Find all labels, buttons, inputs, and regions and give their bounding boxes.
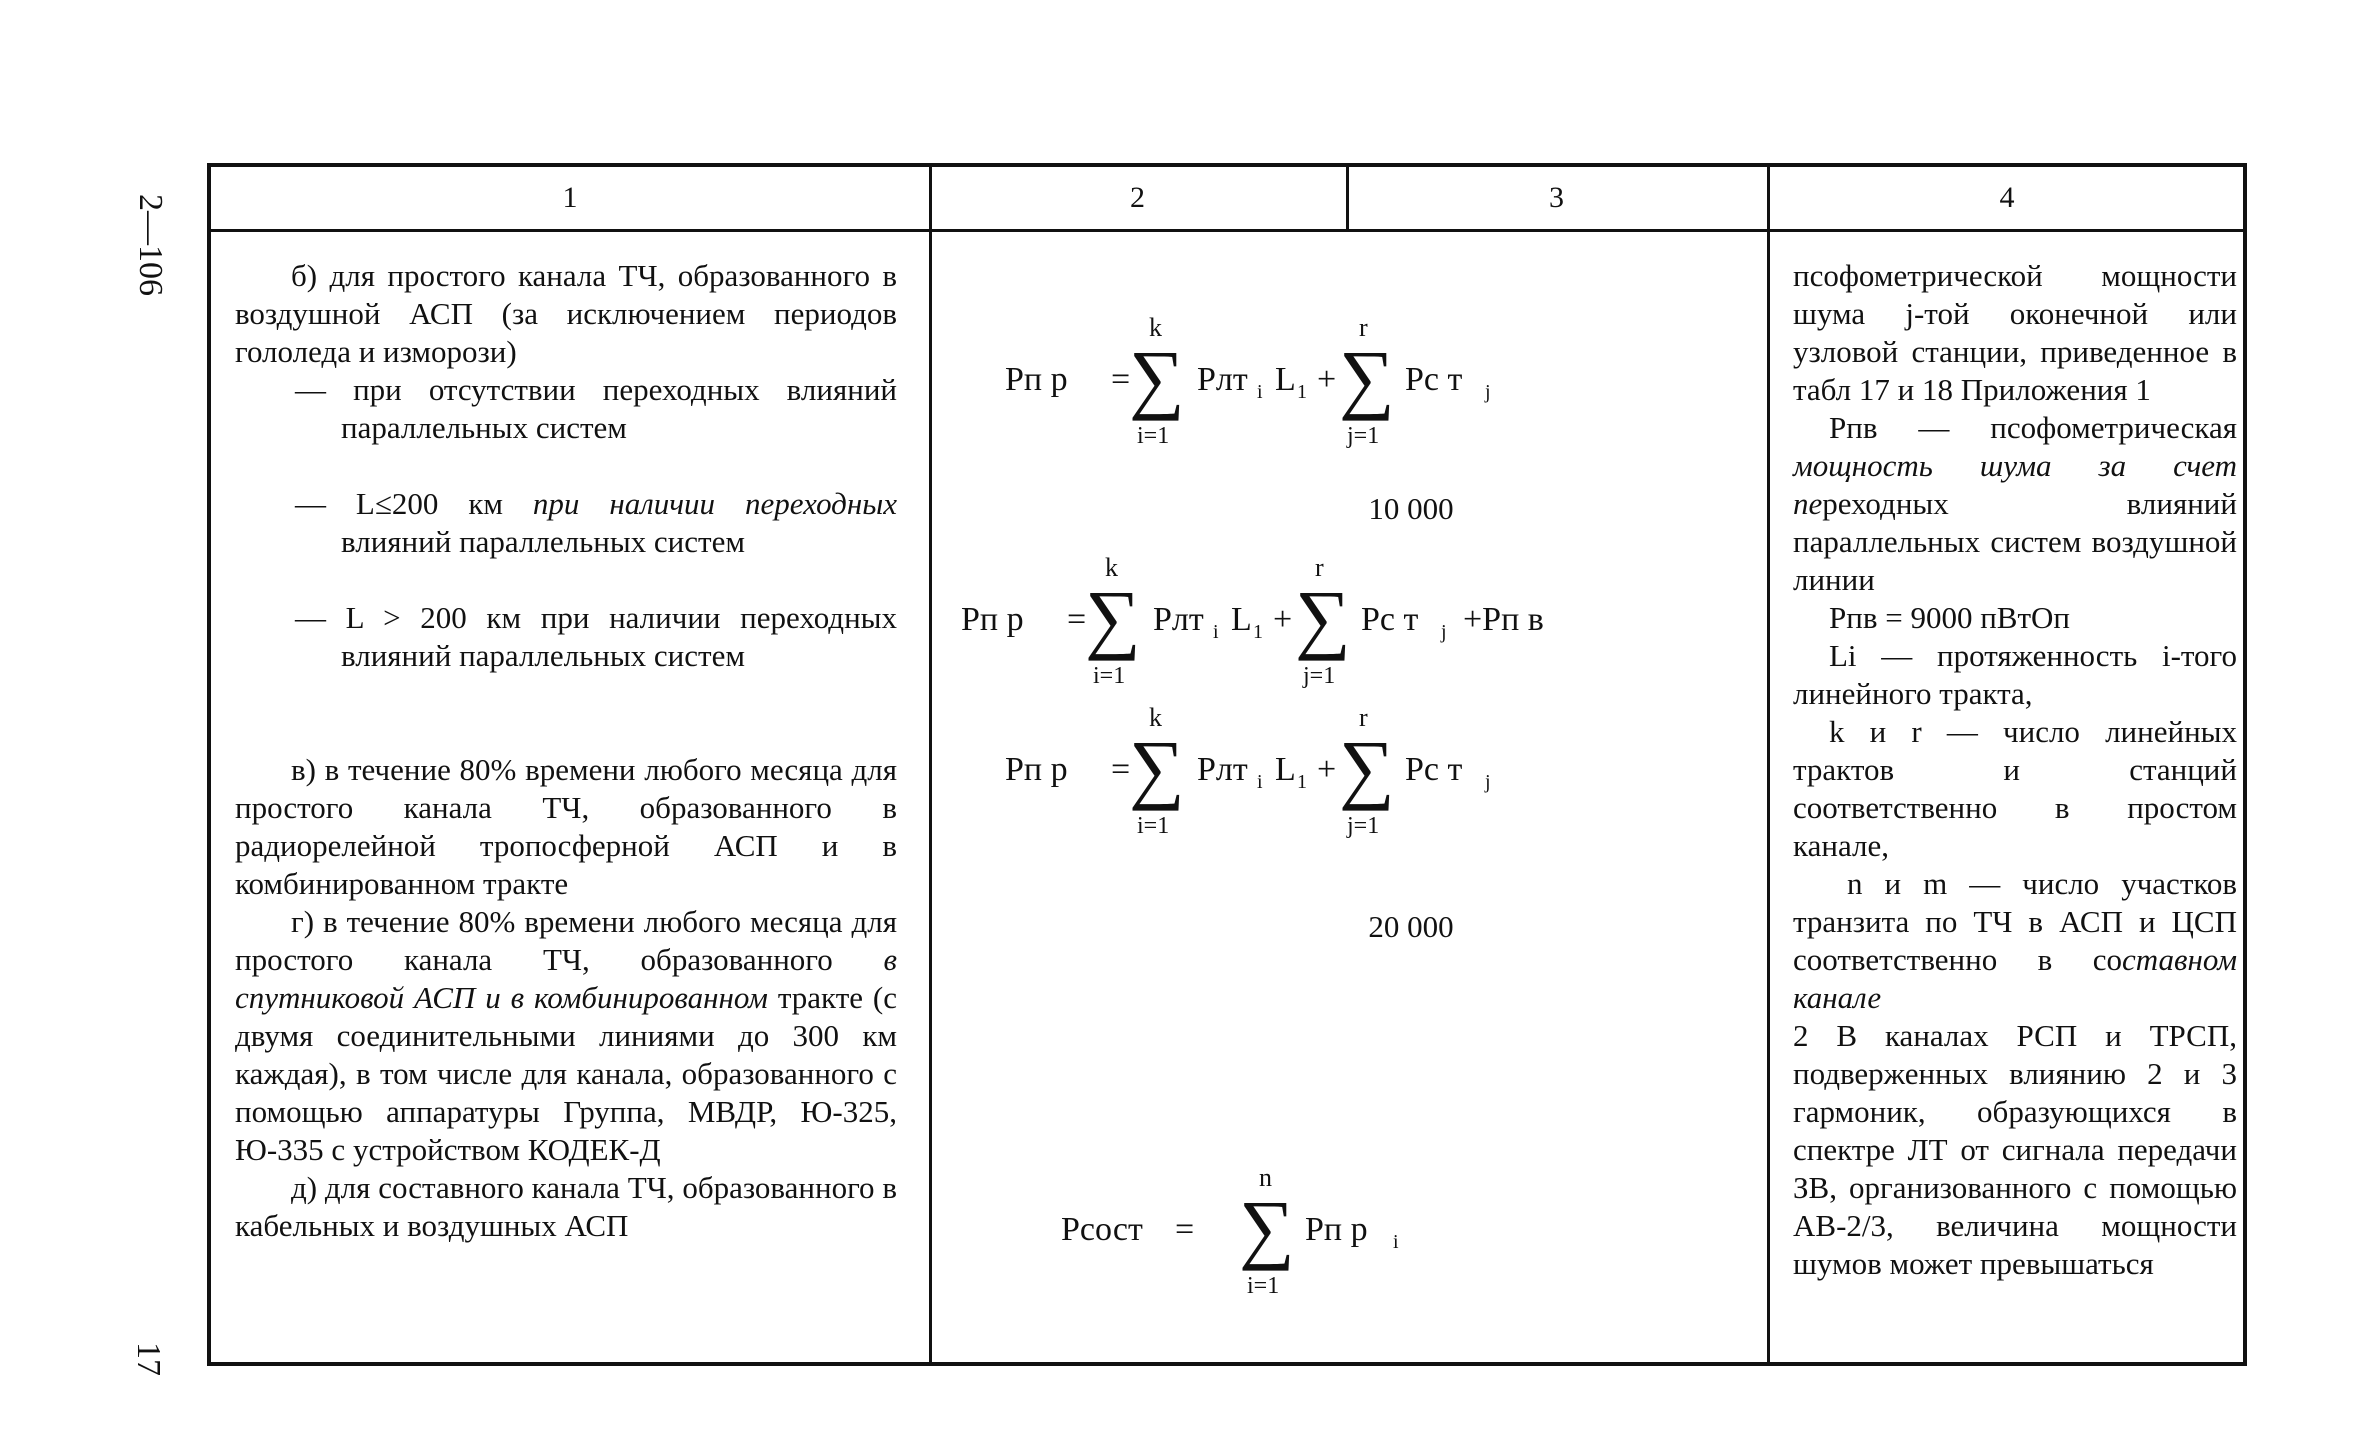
divisor-2: 20 000	[1368, 909, 1454, 944]
note-p2	[1793, 409, 2237, 599]
formula-3-sigma-2: ∑	[1339, 724, 1395, 811]
item-b-dash-2-italic: при наличии переходных	[503, 486, 897, 521]
note-p1: псофометрической мощности шума j-той оконечной или узловой станции, приведенное в табл 17 и 18 Приложения 1	[1793, 258, 2237, 407]
item-v: в) в течение 80% времени любого месяца для простого канала ТЧ, образованного в радиорелейной тропосферной АСП и в комбинированном тракте	[235, 752, 897, 901]
note-p4: Li — протяженность i-того линейного тракта,	[1793, 638, 2237, 711]
formula-3-idx-i: i=1	[1137, 813, 1170, 839]
formula-1-sub-i: i	[1257, 381, 1263, 403]
formula-1-lhs: Pп р	[1005, 361, 1068, 398]
item-g-post: тракте (с двумя соединительными линиями до 300 км каждая), в том числе для канала, образованного с помощью аппаратуры Группа, МВДР, Ю-325, Ю-335 с устройством КОДЕК-Д	[235, 980, 897, 1167]
formula-1-sigma-2: ∑	[1339, 334, 1395, 421]
formula-3-eq: =	[1111, 751, 1131, 788]
formula-3-sum-k: k	[1149, 703, 1162, 732]
note-p6	[1793, 865, 2237, 1017]
formula-1-eq: =	[1111, 361, 1131, 398]
formula-2-sum-k: k	[1105, 553, 1118, 582]
formula-3-term-lt: Pлт	[1197, 751, 1248, 788]
formula-1-sigma-1: ∑	[1129, 334, 1185, 421]
note-p7: 2 В каналах РСП и ТРСП, подверженных влиянию 2 и 3 гармоник, образующихся в спектре ЛТ от сигнала передачи ЗВ, организованного с помощью АВ-2/3, величина мощности шумов может превышаться	[1793, 1018, 2237, 1281]
formula-3-idx-j: j=1	[1347, 813, 1380, 839]
formula-1-term-st: Pс т	[1405, 361, 1463, 398]
header-col-4: 4	[1999, 181, 2015, 214]
formula-2-sub-i: i	[1213, 621, 1219, 643]
item-b-dash-2-pre: — L≤200 км	[295, 486, 503, 521]
formula-2-term-L: L	[1231, 601, 1252, 638]
formula-2-sigma-2: ∑	[1295, 574, 1351, 661]
formula-2-sub-1: 1	[1253, 621, 1263, 643]
item-b-dash-2-post: влияний параллельных систем	[341, 524, 745, 559]
formula-2-sigma-1: ∑	[1085, 574, 1141, 661]
formula-1-plus: +	[1317, 361, 1337, 398]
formula-1-term-lt: Pлт	[1197, 361, 1248, 398]
formula-1-term-L: L	[1275, 361, 1296, 398]
formula-1	[911, 313, 1771, 452]
formula-3-plus: +	[1317, 751, 1337, 788]
formula-2-idx-j: j=1	[1303, 663, 1336, 689]
note-p2-italic: мощность шума за счет пе	[1793, 448, 2237, 521]
page-number: 17	[130, 1342, 167, 1376]
formula-1-sub-j: j	[1485, 381, 1491, 403]
note-p3: Pпв = 9000 пВтОп	[1829, 600, 2070, 635]
item-b-dash-1: — при отсутствии переходных влияний параллельных систем	[295, 372, 897, 445]
formula-4-eq: =	[1175, 1211, 1195, 1248]
formula-2-sub-j: j	[1441, 621, 1447, 643]
header-col-1: 1	[562, 181, 578, 214]
note-p2-post: реходных влияний параллельных систем воздушной линии	[1793, 486, 2237, 597]
formula-3-lhs: Pп р	[1005, 751, 1068, 788]
formula-4-sigma: ∑	[1239, 1184, 1295, 1271]
formula-2-idx-i: i=1	[1093, 663, 1126, 689]
formula-4-sub-i: i	[1393, 1231, 1399, 1253]
formula-3-sum-r: r	[1359, 703, 1368, 732]
formula-4-lhs: Pсост	[1061, 1211, 1143, 1248]
page-code: 2—106	[132, 194, 169, 296]
formula-4-idx-i: i=1	[1247, 1273, 1280, 1299]
item-b-dash-3: — L > 200 км при наличии переходных влияний параллельных систем	[295, 600, 897, 673]
formula-3-sigma-1: ∑	[1129, 724, 1185, 811]
item-b-intro: б) для простого канала ТЧ, образованного в воздушной АСП (за исключением периодов гололеда и изморози)	[235, 258, 897, 369]
header-col-3: 3	[1549, 181, 1564, 214]
formula-2	[911, 553, 1771, 692]
formula-3-sub-1: 1	[1297, 771, 1307, 793]
formula-2-lhs: Pп р	[961, 601, 1024, 638]
formula-2-eq: =	[1067, 601, 1087, 638]
formula-1-sub-1: 1	[1297, 381, 1307, 403]
column-1-text	[235, 257, 897, 1245]
formula-3-sub-j: j	[1485, 771, 1491, 793]
formula-2-sum-r: r	[1315, 553, 1324, 582]
item-g	[235, 903, 897, 1169]
formula-2-term-st: Pс т	[1361, 601, 1419, 638]
header-col-2: 2	[1130, 181, 1145, 214]
formula-4-term-ppr: Pп р	[1305, 1211, 1368, 1248]
header-divider	[211, 229, 2243, 232]
norms-table	[207, 163, 2247, 1366]
formula-1-sum-k: k	[1149, 313, 1162, 342]
note-p2-pre: Pпв — псофометрическая	[1829, 410, 2237, 445]
item-g-pre: г) в течение 80% времени любого месяца для простого канала ТЧ, образованного	[235, 904, 897, 977]
item-d: д) для составного канала ТЧ, образованного в кабельных и воздушных АСП	[235, 1170, 897, 1243]
note-p6-pre: n и m — число участков транзита по ТЧ в АСП и ЦСП соответственно в со	[1793, 866, 2237, 977]
formula-2-plus: +	[1273, 601, 1293, 638]
note-p6-italic: ставном канале	[1793, 942, 2237, 1015]
formula-3-term-L: L	[1275, 751, 1296, 788]
column-4-text	[1793, 257, 2237, 1283]
formula-3-sub-i: i	[1257, 771, 1263, 793]
formula-3-term-st: Pс т	[1405, 751, 1463, 788]
formula-2-term-pv: +Pп в	[1463, 601, 1544, 638]
formula-1-idx-i: i=1	[1137, 423, 1170, 449]
item-b-dash-2	[235, 485, 897, 561]
item-g-italic: в спутниковой АСП и в комбинированном	[235, 942, 897, 1015]
formula-1-idx-j: j=1	[1347, 423, 1380, 449]
formula-4	[911, 1163, 1771, 1302]
formula-1-sum-r: r	[1359, 313, 1368, 342]
formula-4-sum-n: n	[1259, 1163, 1272, 1192]
formula-3	[911, 703, 1771, 842]
note-p5: k и r — число линейных трактов и станций соответственно в простом канале,	[1793, 714, 2237, 863]
divisor-1: 10 000	[1368, 491, 1454, 526]
formula-2-term-lt: Pлт	[1153, 601, 1204, 638]
